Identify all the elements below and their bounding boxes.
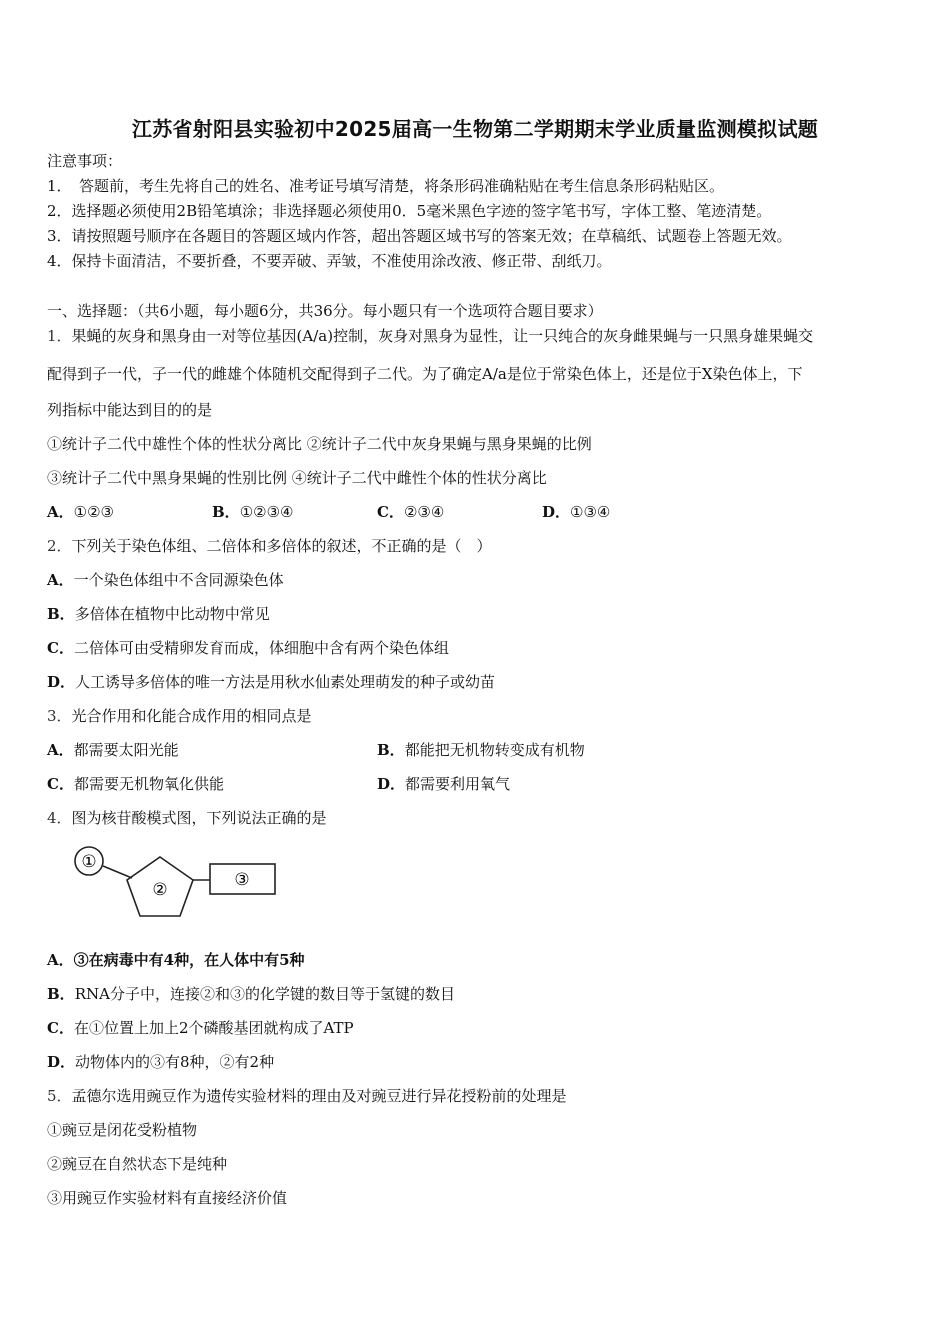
option-d[interactable]: D．①③④	[542, 503, 611, 521]
section-heading: 一、选择题：（共6小题，每小题6分，共36分。每小题只有一个选项符合题目要求）	[47, 302, 603, 320]
question-2-stem: 2．下列关于染色体组、二倍体和多倍体的叙述，不正确的是（ ）	[47, 537, 492, 555]
notice-item: 4．保持卡面清洁，不要折叠，不要弄破、弄皱，不准使用涂改液、修正带、刮纸刀。	[47, 252, 612, 270]
option-c[interactable]: C．在①位置上加上2个磷酸基团就构成了ATP	[47, 1019, 354, 1037]
question-1-line-3: 列指标中能达到目的的是	[47, 401, 213, 419]
option-a[interactable]: A．都需要太阳光能	[47, 741, 179, 759]
option-b[interactable]: B．都能把无机物转变成有机物	[377, 741, 585, 759]
question-5-stem: 5．孟德尔选用豌豆作为遗传实验材料的理由及对豌豆进行异花授粉前的处理是	[47, 1087, 567, 1105]
notice-item: 3．请按照题号顺序在各题目的答题区域内作答，超出答题区域书写的答案无效；在草稿纸、试题卷上答题无效。	[47, 227, 792, 245]
option-c[interactable]: C．②③④	[377, 503, 445, 521]
question-1-statement: ③统计子二代中黑身果蝇的性别比例 ④统计子二代中雌性个体的性状分离比	[47, 469, 547, 487]
notice-item: 1． 答题前，考生先将自己的姓名、准考证号填写清楚，将条形码准确粘贴在考生信息条形码粘贴区。	[47, 177, 725, 195]
option-a[interactable]: A．一个染色体组中不含同源染色体	[47, 571, 284, 589]
nucleotide-diagram	[70, 842, 290, 922]
question-number: 2．	[47, 537, 72, 555]
question-number: 1．	[47, 327, 72, 345]
label-2: ②	[152, 880, 168, 900]
notice-heading: 注意事项：	[47, 152, 123, 170]
question-1-text: 果蝇的灰身和黑身由一对等位基因(A/a)控制，灰身对黑身为显性，让一只纯合的灰身雌果蝇与一只黑身雄果蝇交	[71, 327, 814, 345]
option-c[interactable]: C．都需要无机物氧化供能	[47, 775, 224, 793]
page-title: 江苏省射阳县实验初中2025届高一生物第二学期期末学业质量监测模拟试题	[131, 117, 819, 141]
option-d[interactable]: D．人工诱导多倍体的唯一方法是用秋水仙素处理萌发的种子或幼苗	[47, 673, 496, 691]
question-1-line-1	[47, 326, 813, 346]
question-1-line-2: 配得到子一代，子一代的雌雄个体随机交配得到子二代。为了确定A/a是位于常染色体上，还是位于X染色体上，下	[47, 365, 803, 383]
option-a[interactable]: A．③在病毒中有4种，在人体中有5种	[47, 951, 305, 969]
notice-item: 2．选择题必须使用2B铅笔填涂；非选择题必须使用0．5毫米黑色字迹的签字笔书写，字体工整、笔迹清楚。	[47, 202, 772, 220]
question-number: 4．	[47, 809, 72, 827]
bond-line	[103, 866, 132, 878]
option-b[interactable]: B．多倍体在植物中比动物中常见	[47, 605, 270, 623]
question-number: 3．	[47, 707, 72, 725]
question-5-statement: ③用豌豆作实验材料有直接经济价值	[47, 1189, 288, 1207]
question-3-stem: 3．光合作用和化能合成作用的相同点是	[47, 707, 312, 725]
option-c[interactable]: C．二倍体可由受精卵发育而成，体细胞中含有两个染色体组	[47, 639, 449, 657]
question-5-statement: ①豌豆是闭花受粉植物	[47, 1121, 198, 1139]
question-1-statement: ①统计子二代中雄性个体的性状分离比 ②统计子二代中灰身果蝇与黑身果蝇的比例	[47, 435, 592, 453]
option-b[interactable]: B．①②③④	[212, 503, 294, 521]
option-d[interactable]: D．都需要利用氧气	[377, 775, 511, 793]
label-1: ①	[81, 852, 97, 872]
option-a[interactable]: A．①②③	[47, 503, 114, 521]
question-4-stem: 4．图为核苷酸模式图，下列说法正确的是	[47, 809, 327, 827]
option-b[interactable]: B．RNA分子中，连接②和③的化学键的数目等于氢键的数目	[47, 985, 455, 1003]
label-3: ③	[234, 870, 250, 890]
option-d[interactable]: D．动物体内的③有8种，②有2种	[47, 1053, 275, 1071]
question-number: 5．	[47, 1087, 72, 1105]
question-5-statement: ②豌豆在自然状态下是纯种	[47, 1155, 228, 1173]
